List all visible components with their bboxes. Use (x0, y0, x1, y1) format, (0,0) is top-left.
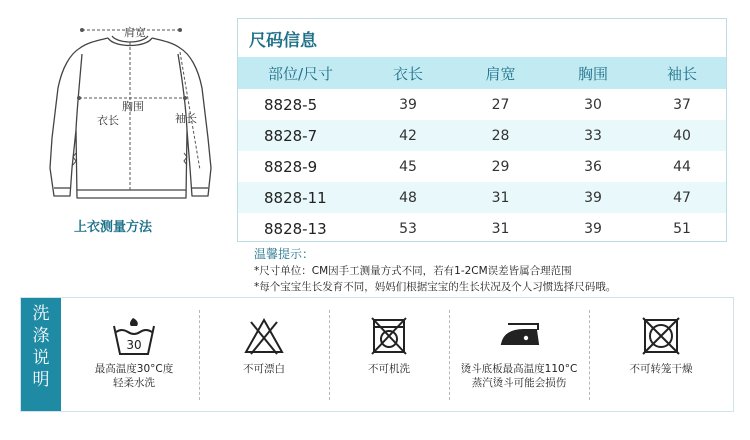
diagram-caption: 上衣测量方法 (74, 220, 153, 235)
care-item-iron (449, 298, 589, 411)
cell-chest: 39 (584, 220, 602, 237)
cell-length: 48 (363, 182, 453, 213)
header-length: 衣长 (363, 57, 453, 89)
cell-sleeve: 47 (638, 182, 726, 213)
length-label: 衣长 (97, 114, 119, 127)
care-label: 最高温度30°C度 (94, 363, 174, 375)
header-part: 部位/尺寸 (238, 57, 363, 89)
cell-shoulder: 27 (491, 96, 510, 113)
sweater-outline-icon (30, 18, 230, 218)
table-row (238, 182, 726, 213)
no-machine-wash-icon (369, 316, 409, 356)
svg-text:30: 30 (126, 338, 142, 352)
cell-sleeve: 37 (673, 96, 691, 113)
cell-chest: 30 (584, 96, 602, 113)
table-row (238, 151, 726, 182)
no-bleach-icon (243, 316, 285, 356)
tip-line: *每个宝宝生长发育不同，妈妈们根据宝宝的生长状况及个人习惯选择尺码哦。 (254, 281, 617, 293)
measurement-diagram (30, 18, 230, 238)
cell-chest: 36 (584, 158, 602, 175)
tips-title: 温馨提示： (254, 247, 315, 261)
size-info-panel (237, 18, 727, 242)
cell-shoulder: 31 (453, 182, 548, 213)
size-table (238, 57, 726, 244)
cell-chest: 33 (548, 120, 638, 151)
chest-label: 胸围 (122, 100, 144, 113)
cell-sleeve: 40 (638, 120, 726, 151)
care-label: 轻柔水洗 (113, 377, 155, 389)
cell-length: 53 (399, 220, 417, 237)
cell-sleeve: 44 (673, 158, 691, 175)
size-code: 8828-7 (238, 120, 363, 151)
cell-sleeve: 51 (673, 220, 691, 237)
cell-shoulder: 31 (491, 220, 510, 237)
care-item-tumble-dry (589, 298, 733, 411)
header-sleeve: 袖长 (638, 57, 726, 89)
size-code: 8828-5 (264, 95, 318, 114)
wash-30-icon (111, 316, 157, 358)
cell-shoulder: 29 (491, 158, 510, 175)
care-label: 不可机洗 (368, 363, 410, 375)
size-info-title: 尺码信息 (249, 31, 317, 51)
cell-chest: 39 (548, 182, 638, 213)
care-item-bleach (199, 298, 329, 411)
size-table-header (238, 57, 726, 89)
iron-icon (494, 316, 544, 352)
table-row (238, 120, 726, 151)
header-shoulder: 肩宽 (453, 57, 548, 89)
size-code: 8828-9 (264, 157, 318, 176)
care-item-machine-wash (329, 298, 449, 411)
sleeve-label: 袖长 (175, 112, 197, 125)
washing-heading: 洗 涤 说 明 (21, 298, 61, 411)
care-label: 烫斗底板最高温度110°C (460, 363, 578, 375)
shoulder-label: 肩宽 (124, 26, 146, 39)
care-label: 不可转笼干燥 (629, 363, 693, 375)
care-item-wash (69, 298, 199, 411)
header-chest: 胸围 (548, 57, 638, 89)
size-code: 8828-11 (238, 182, 363, 213)
care-label: 蒸汽烫斗可能会损伤 (471, 377, 567, 389)
cell-length: 42 (363, 120, 453, 151)
care-label: 不可漂白 (243, 363, 285, 375)
washing-instructions-panel (20, 297, 734, 412)
tip-line: *尺寸单位：CM因手工测量方式不同，若有1-2CM误差皆属合理范围 (254, 265, 572, 277)
cell-length: 39 (399, 96, 417, 113)
cell-shoulder: 28 (453, 120, 548, 151)
table-row (238, 213, 726, 244)
no-tumble-dry-icon (641, 316, 681, 356)
size-code: 8828-13 (264, 219, 327, 238)
table-row (238, 89, 726, 120)
cell-length: 45 (399, 158, 417, 175)
